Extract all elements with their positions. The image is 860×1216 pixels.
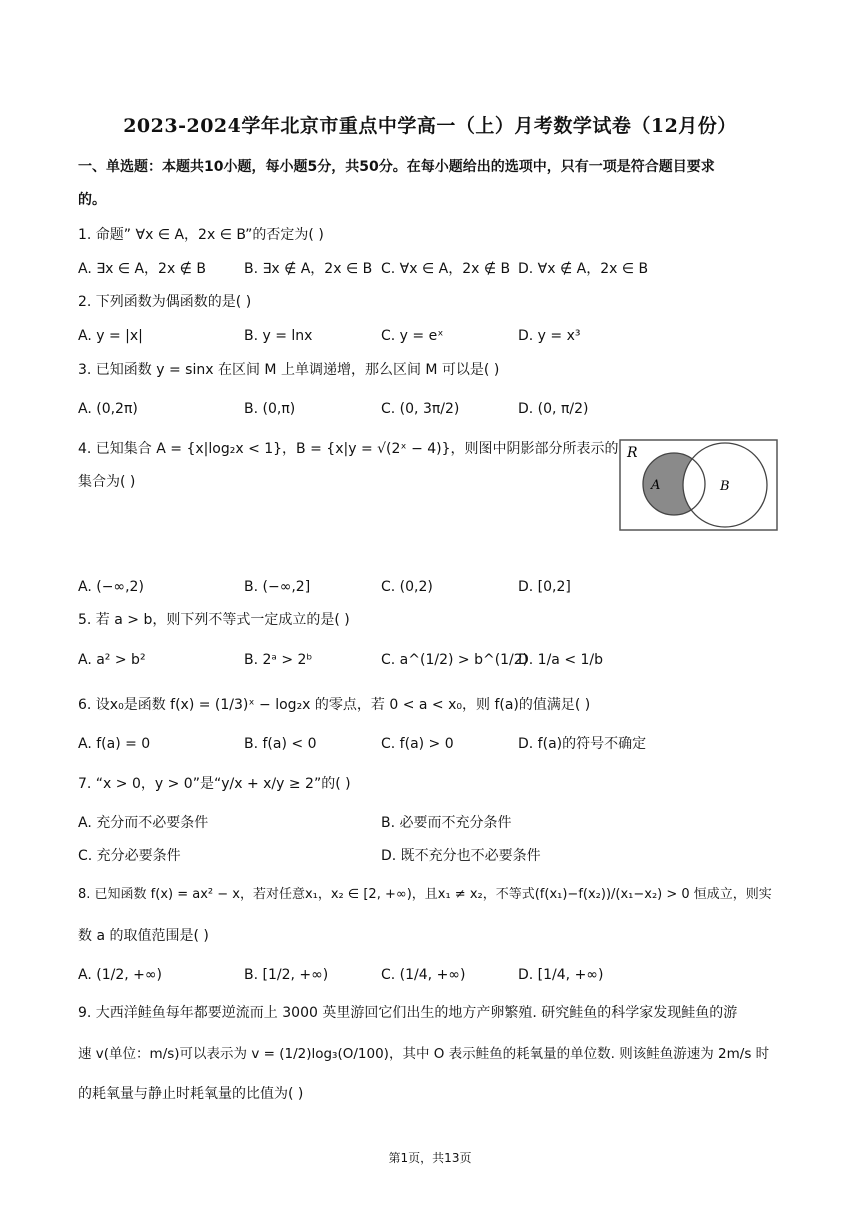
q8-option-c: C. (1/4, +∞) (381, 967, 466, 983)
page-title: 2023-2024学年北京市重点中学高一（上）月考数学试卷（12月份） (123, 115, 737, 137)
q3-option-c: C. (0, 3π/2) (381, 401, 460, 417)
question-7-stem: 7. “x > 0，y > 0”是“y/x + x/y ≥ 2”的( ) (78, 776, 351, 792)
q2-option-d: D. y = x³ (518, 328, 581, 344)
q2-option-a: A. y = |x| (78, 328, 143, 344)
universe-label: R (627, 445, 638, 461)
q2-option-c: C. y = eˣ (381, 328, 444, 344)
section-header-line2: 的。 (78, 192, 106, 208)
q7-option-b: B. 必要而不充分条件 (381, 815, 512, 831)
q7-option-a: A. 充分而不必要条件 (78, 815, 209, 831)
question-1-stem: 1. 命题” ∀x ∈ A，2x ∈ B”的否定为( ) (78, 227, 324, 243)
q1-option-b: B. ∃x ∉ A，2x ∈ B (244, 261, 373, 277)
q5-option-a: A. a² > b² (78, 652, 146, 668)
question-9-line2: 速 v(单位：m/s)可以表示为 v = (1/2)log₃(O/100)，其中 O 表示鲑鱼的耗氧量的单位数. 则该鲑鱼游速为 2m/s 时 (78, 1046, 770, 1062)
q6-option-a: A. f(a) = 0 (78, 736, 151, 752)
q5-option-c: C. a^(1/2) > b^(1/2) (381, 652, 529, 668)
question-9-line1: 9. 大西洋鲑鱼每年都要逆流而上 3000 英里游回它们出生的地方产卵繁殖. 研究鲑鱼的科学家发现鲑鱼的游 (78, 1005, 738, 1021)
q4-option-b: B. (−∞,2] (244, 579, 311, 595)
question-3-stem: 3. 已知函数 y = sinx 在区间 M 上单调递增，那么区间 M 可以是( ) (78, 362, 500, 378)
q8-option-a: A. (1/2, +∞) (78, 967, 162, 983)
q3-option-d: D. (0, π/2) (518, 401, 589, 417)
q7-option-d: D. 既不充分也不必要条件 (381, 848, 541, 864)
q8-option-b: B. [1/2, +∞) (244, 967, 329, 983)
venn-diagram (619, 439, 779, 531)
q1-option-c: C. ∀x ∈ A，2x ∉ B (381, 261, 511, 277)
set-b-label: B (720, 479, 730, 494)
q1-option-d: D. ∀x ∉ A，2x ∈ B (518, 261, 649, 277)
page-number: 第1页，共13页 (388, 1151, 472, 1165)
question-4-stem-line2: 集合为( ) (78, 474, 136, 490)
q6-option-d: D. f(a)的符号不确定 (518, 736, 647, 752)
set-a-label: A (651, 478, 661, 493)
q3-option-a: A. (0,2π) (78, 401, 138, 417)
q5-option-d: D. 1/a < 1/b (518, 652, 604, 668)
question-6-stem: 6. 设x₀是函数 f(x) = (1/3)ˣ − log₂x 的零点，若 0 < a < x₀，则 f(a)的值满足( ) (78, 697, 591, 713)
q8-option-d: D. [1/4, +∞) (518, 967, 604, 983)
q1-option-a: A. ∃x ∈ A，2x ∉ B (78, 261, 206, 277)
q4-option-a: A. (−∞,2) (78, 579, 144, 595)
question-4-stem-line1: 4. 已知集合 A = {x|log₂x < 1}，B = {x|y = √(2ˣ − 4)}，则图中阴影部分所表示的 (78, 441, 619, 457)
q6-option-b: B. f(a) < 0 (244, 736, 317, 752)
question-5-stem: 5. 若 a > b，则下列不等式一定成立的是( ) (78, 612, 350, 628)
q3-option-b: B. (0,π) (244, 401, 296, 417)
q2-option-b: B. y = lnx (244, 328, 313, 344)
question-9-line3: 的耗氧量与静止时耗氧量的比值为( ) (78, 1086, 304, 1102)
q4-option-d: D. [0,2] (518, 579, 571, 595)
question-8-stem-line2: 数 a 的取值范围是( ) (78, 928, 209, 944)
question-2-stem: 2. 下列函数为偶函数的是( ) (78, 294, 252, 310)
q6-option-c: C. f(a) > 0 (381, 736, 454, 752)
question-8-stem-line1: 8. 已知函数 f(x) = ax² − x，若对任意x₁，x₂ ∈ [2, +∞)，且x₁ ≠ x₂，不等式(f(x₁)−f(x₂))/(x₁−x₂) > 0 恒成立，则实 (78, 887, 772, 902)
q7-option-c: C. 充分必要条件 (78, 848, 181, 864)
section-header-line1: 一、单选题：本题共10小题，每小题5分，共50分。在每小题给出的选项中，只有一项是符合题目要求 (78, 159, 715, 175)
q5-option-b: B. 2ᵃ > 2ᵇ (244, 652, 313, 668)
q4-option-c: C. (0,2) (381, 579, 433, 595)
